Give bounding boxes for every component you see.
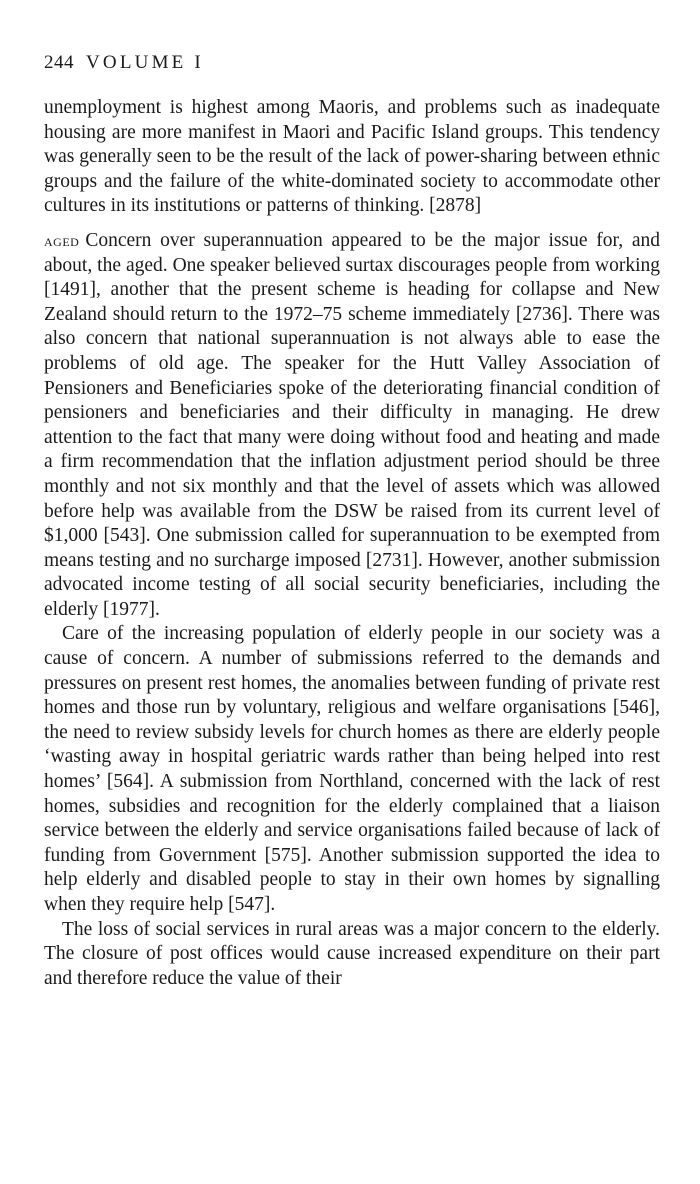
paragraph-aged-text: Concern over superannuation appeared to be the major issue for, and about, the aged. One speaker believed surtax discourages people from working [1491], another that the present scheme is heading for collapse and New Zealand should return to the 1972–75 scheme immediately [2736]. There was also concern that national superannuation is not always able to ease the problems of old age. The speaker for the Hutt Valley Association of Pensioners and Beneficiaries spoke of the deteriorating financial condition of pensioners and beneficiaries and their difficulty in managing. He drew attention to the fact that many were doing without food and heating and made a firm recommendation that the inflation adjustment period should be three monthly and not six monthly and that the level of assets which was allowed before help was available from the DSW be raised from its current level of $1,000 [543]. One submission called for superannuation to be exempted from means testing and no surcharge imposed [2731]. However, another submission advocated income testing of all social security beneficiaries, including the elderly [1977]. (44, 229, 660, 620)
paragraph-4 (44, 918, 660, 992)
running-head (44, 50, 660, 76)
paragraph-aged (44, 229, 660, 623)
page-number: 244 (44, 52, 74, 73)
section-heading-aged: aged (44, 230, 80, 250)
paragraph-1-text: unemployment is highest among Maoris, and problems such as inadequate housing are more manifest in Maori and Pacific Island groups. This tendency was generally seen to be the result of the lack of power-sharing between ethnic groups and the failure of the white-dominated society to accommodate other cultures in its institutions or patterns of thinking. [2878] (44, 97, 660, 217)
paragraph-3-text: Care of the increasing population of elderly people in our society was a cause of concern. A number of submissions referred to the demands and pressures on present rest homes, the anomalies between funding of private rest homes and those run by voluntary, religious and welfare organisations [546], the need to review subsidy levels for church homes as there are elderly people ‘wasting away in hospital geriatric wards rather than being helped into rest homes’ [564]. A submission from Northland, concerned with the lack of rest homes, subsidies and recognition for the elderly complained that a liaison service between the elderly and service organisations failed because of lack of funding from Government [575]. Another submission supported the idea to help elderly and disabled people to stay in their own homes by signalling when they require help [547]. (44, 623, 660, 915)
volume-label: VOLUME I (86, 52, 204, 73)
paragraph-3 (44, 622, 660, 917)
paragraph-1 (44, 96, 660, 219)
paragraph-4-text: The loss of social services in rural areas was a major concern to the elderly. The closure of post offices would cause increased expenditure on their part and therefore reduce the value of their (44, 918, 660, 989)
document-page (44, 50, 660, 991)
